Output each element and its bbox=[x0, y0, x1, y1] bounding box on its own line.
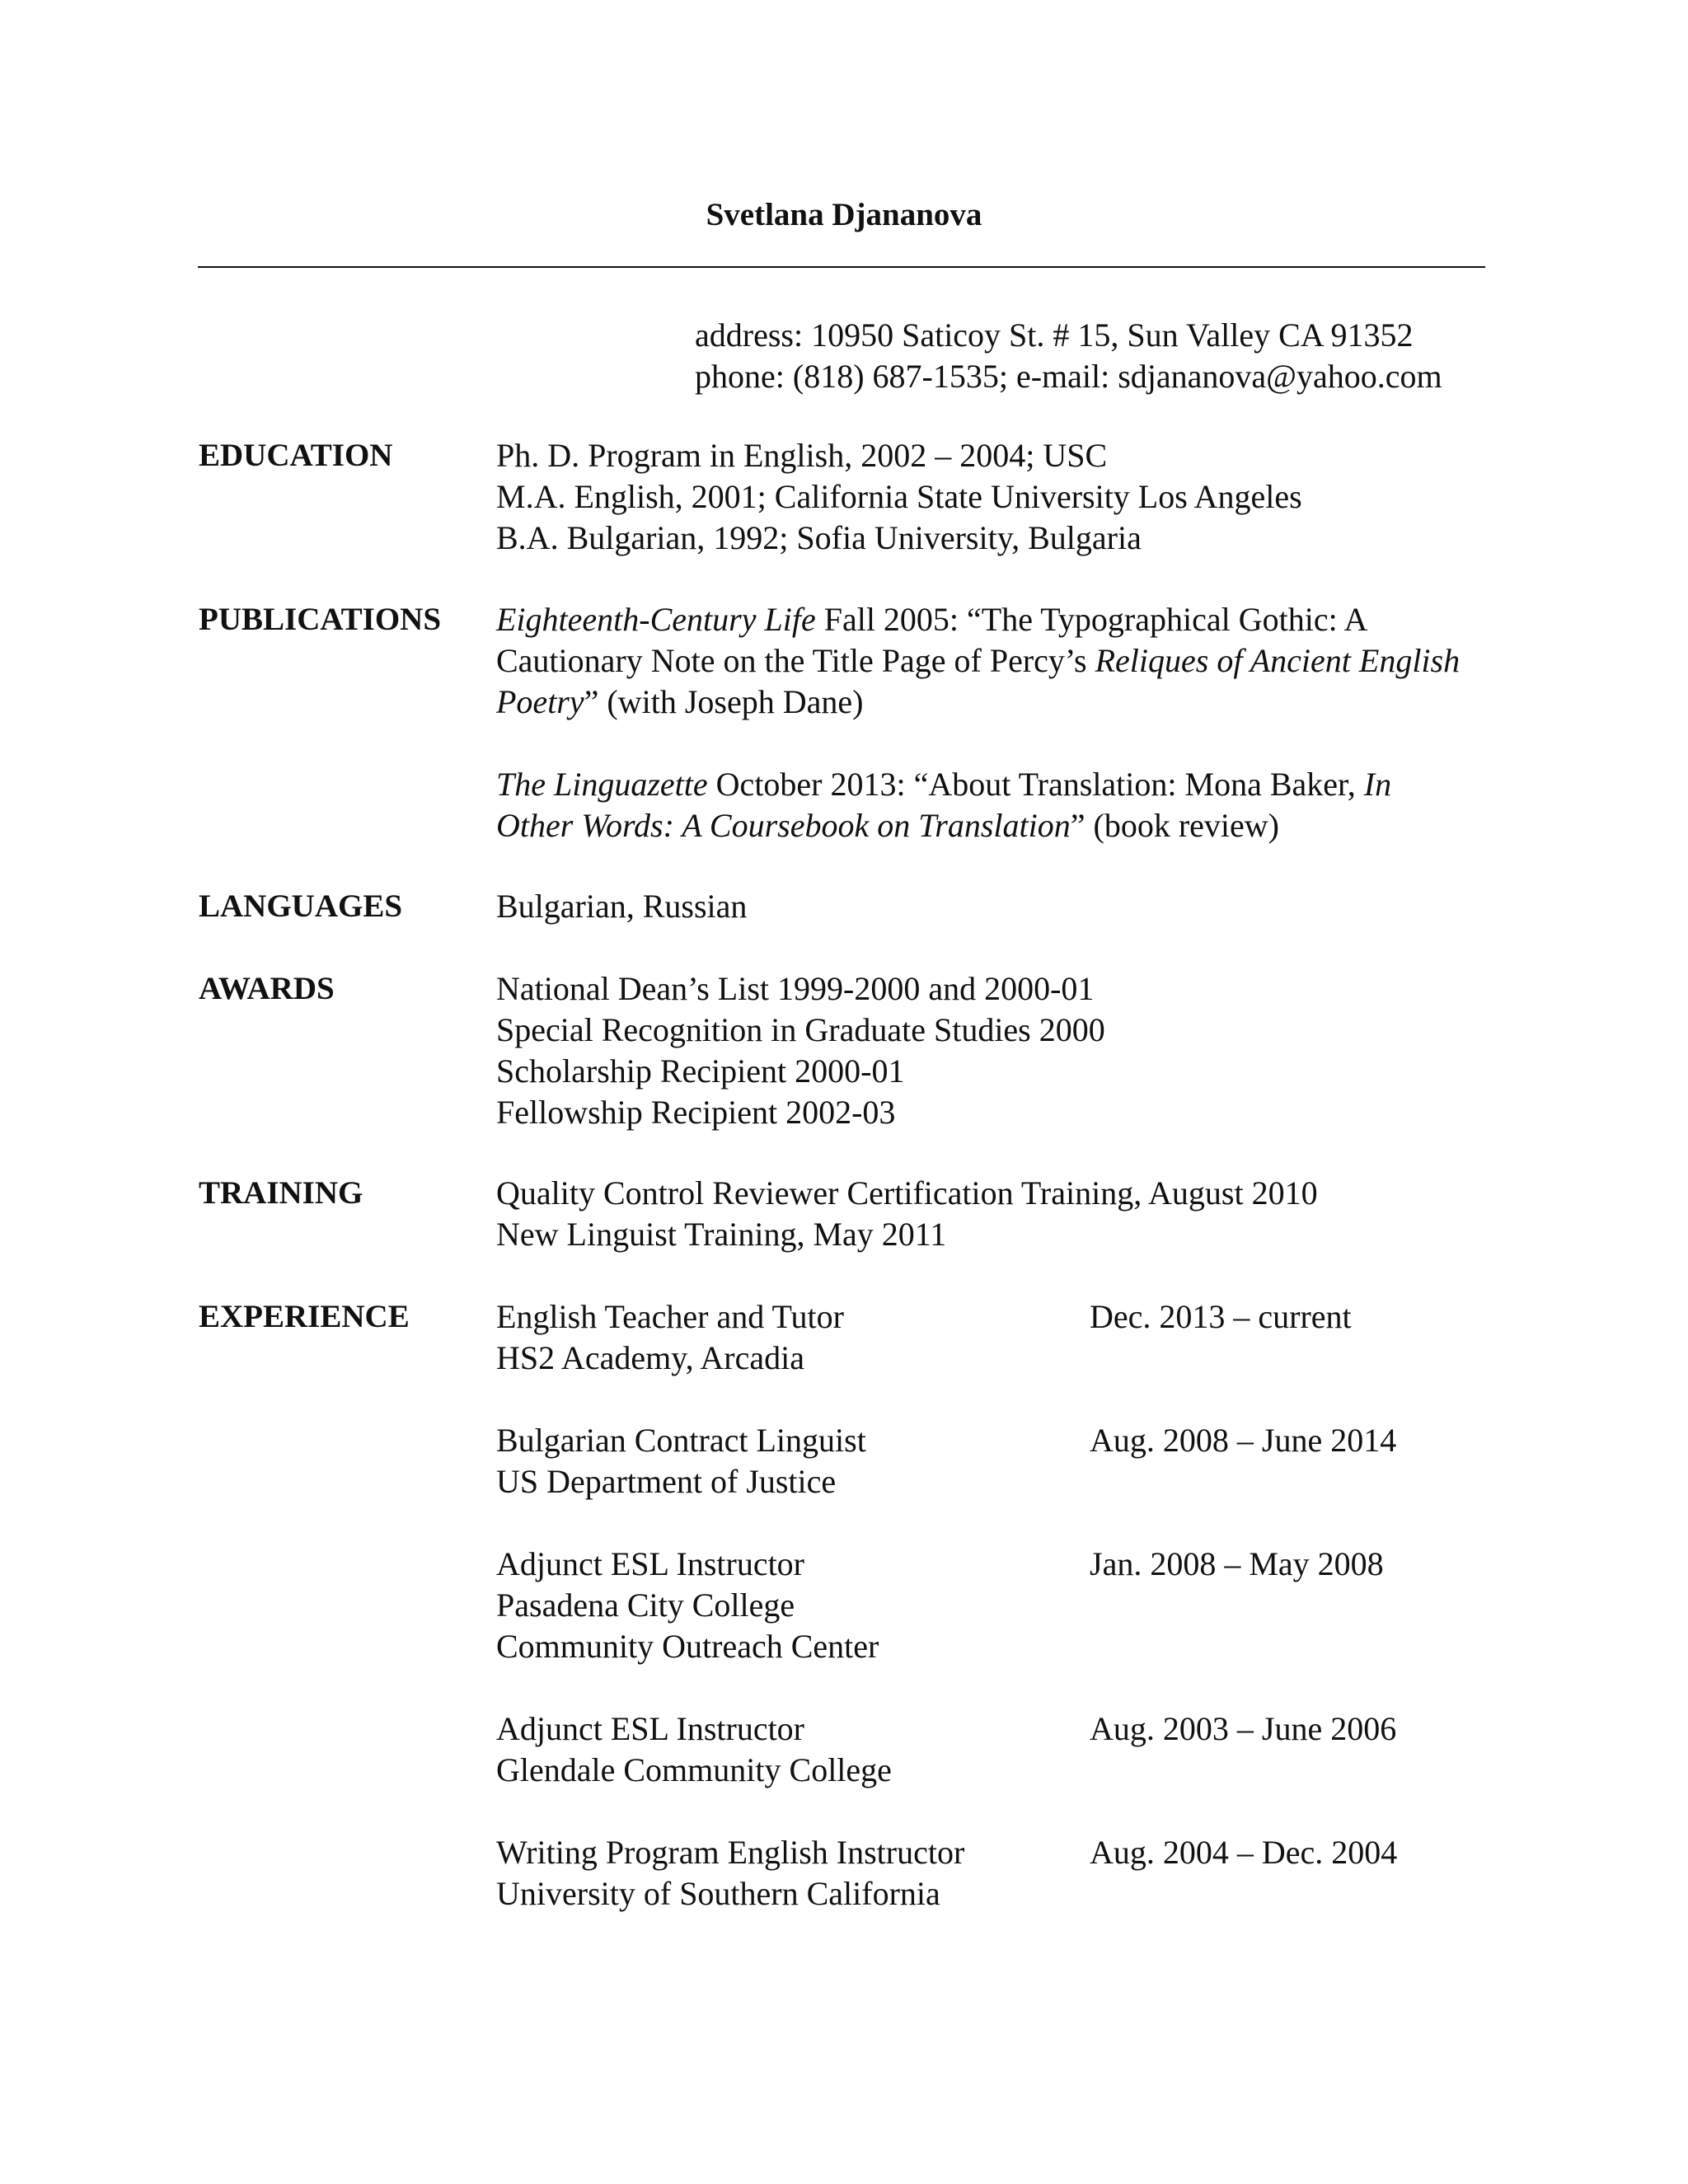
experience-entry bbox=[496, 1544, 1510, 1667]
experience-entry bbox=[496, 1296, 1510, 1379]
experience-entry bbox=[496, 1708, 1510, 1791]
publication-entry bbox=[496, 764, 1461, 846]
award-item: Special Recognition in Graduate Studies 2000 bbox=[496, 1011, 1105, 1048]
experience-entry bbox=[496, 1420, 1510, 1502]
publication-text: ” (with Joseph Dane) bbox=[584, 683, 864, 720]
publication-text: Fall 2005: “The Typographical Gothic: A Cautionary Note on the Title Page of Percy’s bbox=[496, 601, 1367, 679]
award-item: Fellowship Recipient 2002-03 bbox=[496, 1094, 896, 1131]
journal-title: Eighteenth-Century Life bbox=[496, 601, 816, 638]
education-item: M.A. English, 2001; California State University Los Angeles bbox=[496, 478, 1302, 515]
publications-body bbox=[496, 599, 1461, 846]
education-item: B.A. Bulgarian, 1992; Sofia University, Bulgaria bbox=[496, 519, 1142, 556]
contact-block bbox=[695, 315, 1519, 397]
journal-title: The Linguazette bbox=[496, 766, 708, 803]
publications-label: PUBLICATIONS bbox=[199, 602, 442, 637]
education-label: EDUCATION bbox=[199, 438, 393, 473]
languages-label: LANGUAGES bbox=[199, 888, 403, 924]
job-organization: Community Outreach Center bbox=[496, 1628, 879, 1665]
book-title: Reliques of Ancient English Poetry bbox=[496, 642, 1461, 720]
publication-text: October 2013: “About Translation: Mona Baker, bbox=[707, 766, 1364, 803]
job-dates: Jan. 2008 – May 2008 bbox=[1090, 1545, 1384, 1582]
job-title: English Teacher and Tutor bbox=[496, 1298, 844, 1335]
job-dates: Aug. 2003 – June 2006 bbox=[1090, 1710, 1397, 1747]
education-item: Ph. D. Program in English, 2002 – 2004; USC bbox=[496, 437, 1108, 474]
award-item: National Dean’s List 1999-2000 and 2000-01 bbox=[496, 970, 1095, 1007]
book-title: In Other Words: A Coursebook on Translation bbox=[496, 766, 1392, 844]
experience-entry bbox=[496, 1832, 1510, 1915]
job-dates: Aug. 2008 – June 2014 bbox=[1090, 1422, 1397, 1459]
training-item: Quality Control Reviewer Certification Training, August 2010 bbox=[496, 1174, 1318, 1212]
header-divider bbox=[198, 266, 1485, 268]
training-label: TRAINING bbox=[199, 1175, 363, 1211]
job-dates: Dec. 2013 – current bbox=[1090, 1298, 1352, 1335]
awards-body bbox=[496, 968, 1510, 1133]
job-title: Adjunct ESL Instructor bbox=[496, 1545, 805, 1582]
publication-text: ” (book review) bbox=[1070, 807, 1279, 844]
training-item: New Linguist Training, May 2011 bbox=[496, 1216, 947, 1253]
experience-body bbox=[496, 1296, 1510, 1915]
awards-label: AWARDS bbox=[199, 971, 335, 1006]
education-body bbox=[496, 435, 1510, 559]
job-organization: University of Southern California bbox=[496, 1875, 940, 1912]
award-item: Scholarship Recipient 2000-01 bbox=[496, 1052, 905, 1090]
job-title: Bulgarian Contract Linguist bbox=[496, 1422, 866, 1459]
job-dates: Aug. 2004 – Dec. 2004 bbox=[1090, 1834, 1398, 1871]
languages-value: Bulgarian, Russian bbox=[496, 888, 748, 925]
job-title: Adjunct ESL Instructor bbox=[496, 1710, 805, 1747]
publication-entry bbox=[496, 599, 1461, 723]
job-organization: Pasadena City College bbox=[496, 1586, 795, 1624]
job-title: Writing Program English Instructor bbox=[496, 1834, 965, 1871]
training-body bbox=[496, 1173, 1510, 1255]
experience-label: EXPERIENCE bbox=[199, 1299, 410, 1334]
address-line: address: 10950 Saticoy St. # 15, Sun Valley CA 91352 bbox=[695, 316, 1414, 354]
job-organization: Glendale Community College bbox=[496, 1751, 892, 1788]
candidate-name: Svetlana Djananova bbox=[706, 197, 982, 232]
languages-body bbox=[496, 886, 1510, 927]
job-organization: HS2 Academy, Arcadia bbox=[496, 1339, 804, 1376]
job-organization: US Department of Justice bbox=[496, 1463, 837, 1500]
phone-email-line: phone: (818) 687-1535; e-mail: sdjananova@yahoo.com bbox=[695, 358, 1442, 395]
